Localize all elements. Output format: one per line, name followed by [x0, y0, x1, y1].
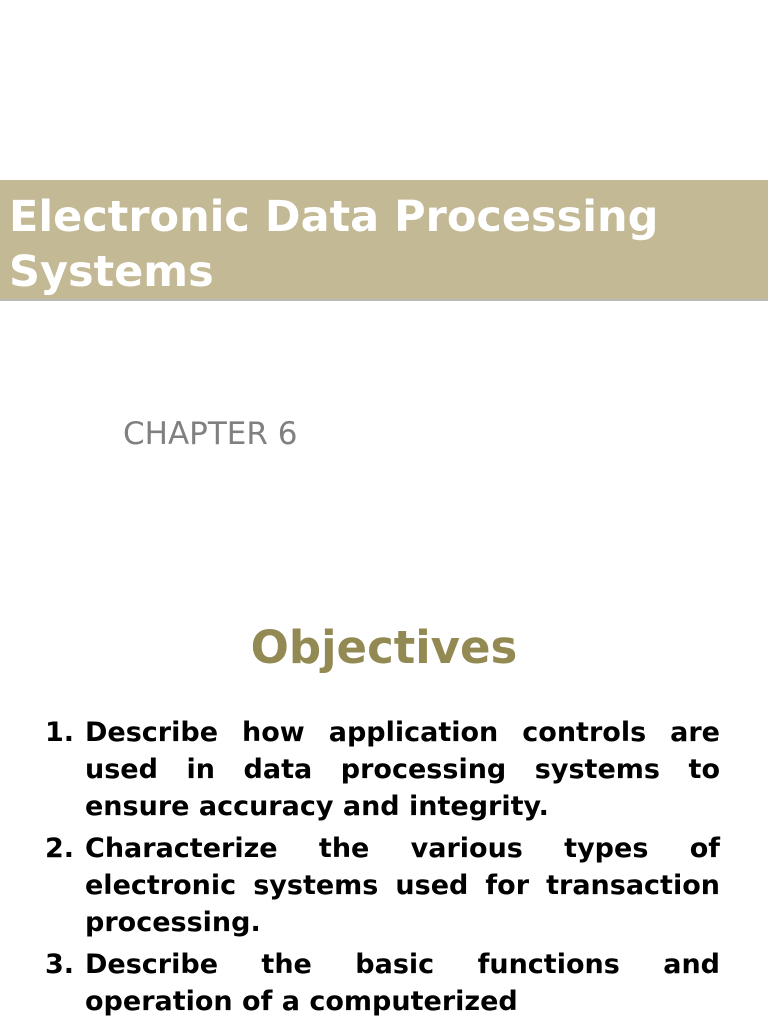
title-band — [0, 180, 768, 301]
objective-number: 2. — [45, 833, 75, 864]
objective-number: 3. — [45, 949, 75, 980]
objectives-list — [0, 714, 768, 1024]
chapter-label: CHAPTER 6 — [123, 416, 298, 452]
slide-title: Electronic Data Processing Systems — [9, 192, 659, 297]
objective-item-1 — [0, 714, 768, 825]
objectives-heading: Objectives — [250, 621, 518, 674]
objective-text: Characterize the various types of electronic systems used for transaction processing. — [85, 833, 720, 938]
objective-number: 1. — [45, 717, 75, 748]
objective-item-2 — [0, 830, 768, 941]
objective-item-3 — [0, 946, 768, 1020]
objective-text: Describe the basic functions and operation of a computerized — [85, 949, 720, 1017]
objective-text: Describe how application controls are used in data processing systems to ensure accuracy and integrity. — [85, 717, 720, 822]
